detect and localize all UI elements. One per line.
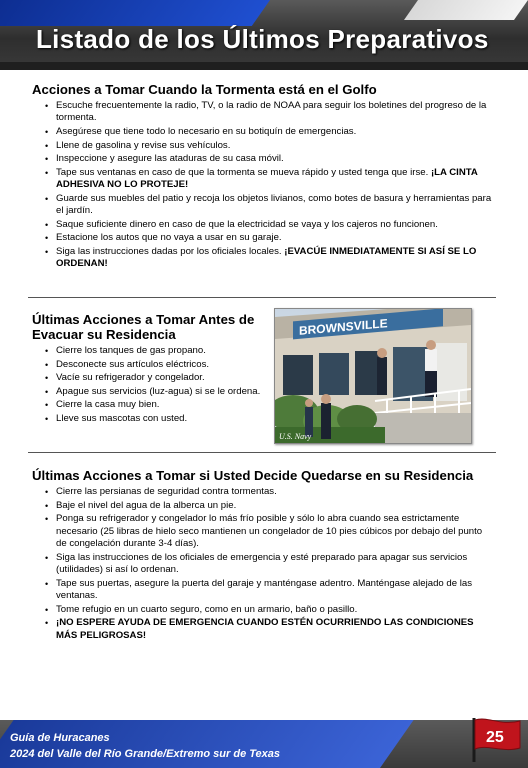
- photo-illustration: [275, 309, 471, 443]
- footer-guide-subtitle: 2024 del Valle del Río Grande/Extremo sur de Texas: [10, 748, 281, 760]
- header-blue-stripe: [0, 0, 270, 26]
- list-item: • Saque suficiente dinero en caso de que la electricidad se vaya y los cajeros no funcionen.: [56, 219, 492, 231]
- list-item: • Siga las instrucciones de los oficiales de emergencia y esté preparado para apagar sus servicios (utilidades) si así lo ordenan.: [56, 552, 492, 577]
- list-item: • Cierre las persianas de seguridad contra tormentas.: [56, 486, 492, 498]
- list-item: • Lleve sus mascotas con usted.: [56, 413, 282, 425]
- header-dark-band: [0, 62, 528, 70]
- checklist: [32, 486, 492, 642]
- section-before-evacuating: [32, 312, 282, 427]
- page-number: 25: [486, 729, 504, 746]
- list-item: • Llene de gasolina y revise sus vehículos.: [56, 140, 492, 152]
- list-item: • Tape sus puertas, asegure la puerta del garaje y manténgase adentro. Manténgase alejado de las ventanas.: [56, 578, 492, 603]
- checklist: [32, 100, 492, 271]
- list-item: • Ponga su refrigerador y congelador lo más frío posible y sólo lo abra cuando sea estrictamente necesario (25 libras de hielo seco mantienen un congelador de 10 pies cúbicos por debajo del punto de congelación durante 3-4 días).: [56, 513, 492, 550]
- header-light-stripe: [404, 0, 528, 20]
- list-item: • Estacione los autos que no vaya a usar en su garaje.: [56, 232, 492, 244]
- section-staying-home: [32, 468, 492, 643]
- list-item: • Asegúrese que tiene todo lo necesario en su botiquín de emergencias.: [56, 126, 492, 138]
- section-storm-in-gulf: [32, 82, 492, 272]
- footer-guide-title: Guía de Huracanes: [10, 732, 110, 744]
- photo-credit: U.S. Navy: [279, 432, 312, 441]
- list-item: • Cierre los tanques de gas propano.: [56, 345, 282, 357]
- photo-boarding-up-building: [274, 308, 472, 444]
- list-item: • Desconecte sus artículos eléctricos.: [56, 359, 282, 371]
- section-divider: [28, 297, 496, 298]
- section-heading: Últimas Acciones a Tomar si Usted Decide Quedarse en su Residencia: [32, 468, 474, 483]
- list-item: • Tape sus ventanas en caso de que la tormenta se mueva rápido y usted tenga que irse. ¡LA CINTA ADHESIVA NO LO PROTEJE!: [56, 167, 492, 192]
- list-item: • ¡NO ESPERE AYUDA DE EMERGENCIA CUANDO ESTÉN OCURRIENDO LAS CONDICIONES MÁS PELIGROSAS!: [56, 617, 492, 642]
- checklist: [32, 345, 282, 425]
- section-heading: Últimas Acciones a Tomar Antes de Evacuar su Residencia: [32, 312, 255, 342]
- list-item: • Baje el nivel del agua de la alberca un pie.: [56, 500, 492, 512]
- page-title: Listado de los Últimos Preparativos: [36, 24, 489, 54]
- building-sign: BROWNSVILLE: [299, 316, 388, 338]
- list-item: • Cierre la casa muy bien.: [56, 399, 282, 411]
- list-item: • Apague sus servicios (luz-agua) si se le ordena.: [56, 386, 282, 398]
- header-banner: [0, 0, 528, 70]
- footer: [0, 700, 528, 768]
- list-item: • Siga las instrucciones dadas por los oficiales locales. ¡EVACÚE INMEDIATAMENTE SI ASÍ SE LO ORDENAN!: [56, 246, 492, 271]
- list-item: • Guarde sus muebles del patio y recoja los objetos livianos, como botes de basura y herramientas para el jardín.: [56, 193, 492, 218]
- list-item: • Tome refugio en un cuarto seguro, como en un armario, baño o pasillo.: [56, 604, 492, 616]
- section-heading: Acciones a Tomar Cuando la Tormenta está en el Golfo: [32, 82, 377, 97]
- section-divider: [28, 452, 496, 453]
- list-item: • Vacíe su refrigerador y congelador.: [56, 372, 282, 384]
- list-item: • Inspeccione y asegure las ataduras de su casa móvil.: [56, 153, 492, 165]
- footer-blue-band: [0, 720, 414, 768]
- list-item: • Escuche frecuentemente la radio, TV, o la radio de NOAA para seguir los boletines del progreso de la tormenta.: [56, 100, 492, 125]
